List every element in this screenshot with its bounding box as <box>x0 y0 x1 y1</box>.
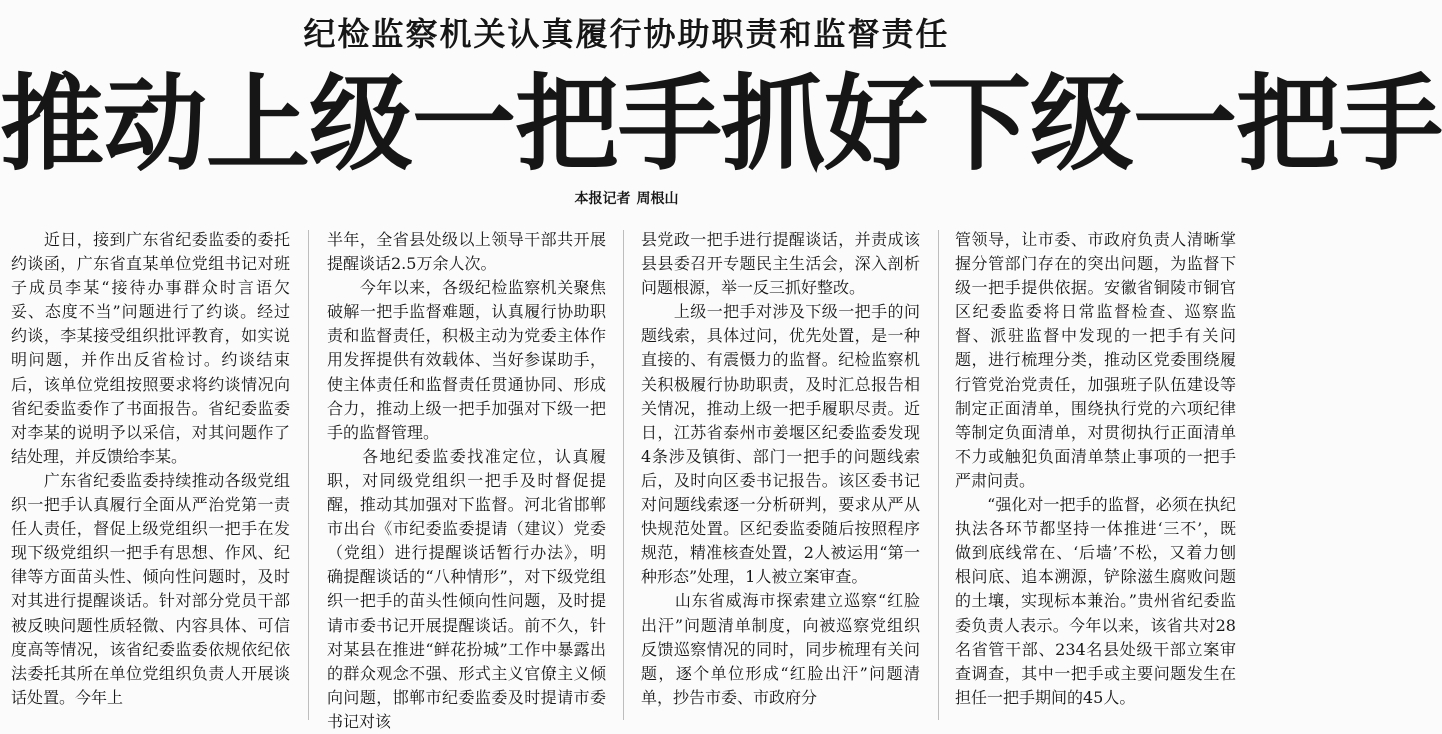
article-paragraph: 县党政一把手进行提醒谈话，并责成该县县委召开专题民主生活会，深入剖析问题根源，举一反三抓好整改。 <box>641 230 920 298</box>
article-paragraph: 今年以来，各级纪检监察机关聚焦破解一把手监督难题，认真履行协助职责和监督责任，积极主动为党委主体作用发挥提供有效载体、当好参谋助手，使主体责任和监督责任贯通协同、形成合力，推动上级一把手加强对下级一把手的监督管理。 <box>327 278 606 442</box>
byline <box>0 188 1253 210</box>
article-paragraph: “强化对一把手的监督，必须在执纪执法各环节都坚持一体推进‘三不’，既做到底线常在、‘后墙’不松，又着力刨根问底、追本溯源，铲除滋生腐败问题的土壤，实现标本兼治。”贵州省纪委监委负责人表示。今年以来，该省共对28名省管干部、234名县处级干部立案审查调查，其中一把手或主要问题发生在担任一把手期间的45人。 <box>955 495 1236 707</box>
article-paragraph: 管领导，让市委、市政府负责人清晰掌握分管部门存在的突出问题，为监督下级一把手提供依据。安徽省铜陵市铜官区纪委监委将日常监督检查、巡察监督、派驻监督中发现的一把手有关问题，进行梳理分类，推动区党委围绕履行管党治党责任，加强班子队伍建设等制定正面清单，围绕执行党的六项纪律等制定负面清单，对贯彻执行正面清单不力或触犯负面清单禁止事项的一把手严肃问责。 <box>955 230 1236 490</box>
article-column-1 <box>11 228 290 724</box>
article-paragraph: 山东省威海市探索建立巡察“红脸出汗”问题清单制度，向被巡察党组织反馈巡察情况的同时，同步梳理有关问题，逐个单位形成“红脸出汗”问题清单，抄告市委、市政府分 <box>641 591 920 707</box>
column-divider <box>938 230 939 720</box>
article-column-4 <box>955 228 1236 724</box>
column-divider <box>623 230 624 720</box>
column-divider <box>308 230 309 720</box>
article-column-3 <box>641 228 920 724</box>
byline-author: 周根山 <box>636 191 679 207</box>
article-headline: 推动上级一把手抓好下级一把手 <box>0 63 1442 185</box>
article-paragraph: 广东省纪委监委持续推动各级党组织一把手认真履行全面从严治党第一责任人责任，督促上级党组织一把手在发现下级党组织一把手有思想、作风、纪律等方面苗头性、倾向性问题时，及时对其进行提醒谈话。针对部分党员干部被反映问题性质轻微、内容具体、可信度高等情况，该省纪委监委依规依纪依法委托其所在单位党组织负责人开展谈话处置。今年上 <box>11 470 290 707</box>
article-paragraph: 上级一把手对涉及下级一把手的问题线索，具体过问，优先处置，是一种直接的、有震慑力的监督。纪检监察机关积极履行协助职责，及时汇总报告相关情况，推动上级一把手履职尽责。近日，江苏省泰州市姜堰区纪委监委发现4条涉及镇街、部门一把手的问题线索后，及时向区委书记报告。该区委书记对问题线索逐一分析研判，要求从严从快规范处置。区纪委监委随后按照程序规范，精准核查处置，2人被运用“第一种形态”处理，1人被立案审查。 <box>641 302 920 587</box>
article-paragraph: 各地纪委监委找准定位，认真履职，对同级党组织一把手及时督促提醒，推动其加强对下监督。河北省邯郸市出台《市纪委监委提请（建议）党委（党组）进行提醒谈话暂行办法》，明确提醒谈话的“八种情形”，对下级党组织一把手的苗头性倾向性问题，及时提请市委书记开展提醒谈话。前不久，针对某县在推进“鲜花扮城”工作中暴露出的群众观念不强、形式主义官僚主义倾向问题，邯郸市纪委监委及时提请市委书记对该 <box>327 446 606 731</box>
article-paragraph: 半年，全省县处级以上领导干部共开展提醒谈话2.5万余人次。 <box>327 230 606 274</box>
article-paragraph: 近日，接到广东省纪委监委的委托约谈函，广东省直某单位党组书记对班子成员李某“接待办事群众时言语欠妥、态度不当”问题进行了约谈。经过约谈，李某接受组织批评教育，如实说明问题，并作出反省检讨。约谈结束后，该单位党组按照要求将约谈情况向省纪委监委作了书面报告。省纪委监委对李某的说明予以采信，对其问题作了结处理，并反馈给李某。 <box>11 230 290 466</box>
article-column-2 <box>327 228 606 731</box>
article-kicker: 纪检监察机关认真履行协助职责和监督责任 <box>303 15 950 53</box>
byline-prefix: 本报记者 <box>574 191 631 207</box>
